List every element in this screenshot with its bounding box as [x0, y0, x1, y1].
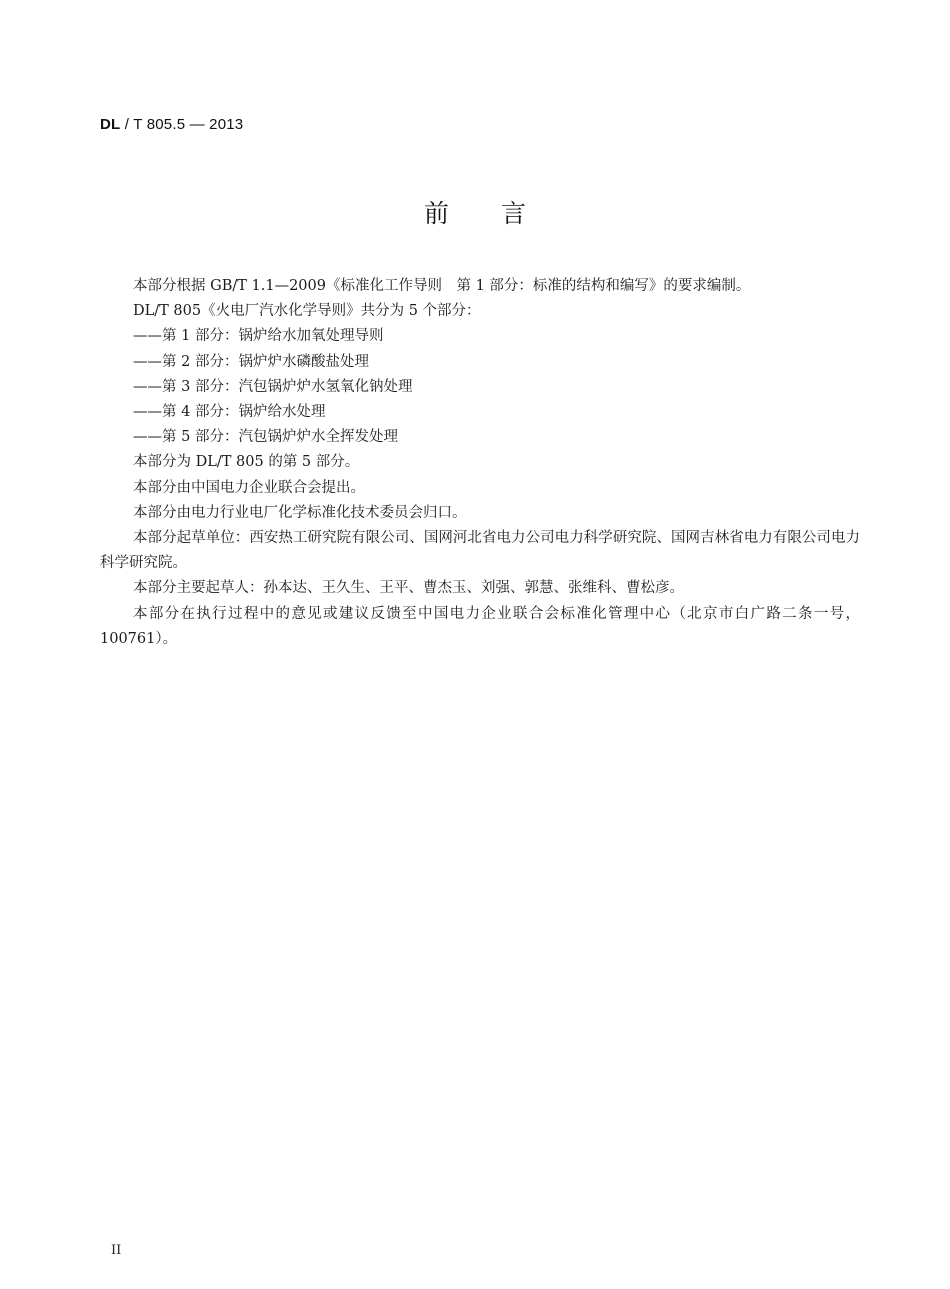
paragraph-drafting-units: 本部分起草单位：西安热工研究院有限公司、国网河北省电力公司电力科学研究院、国网吉林省电力有限公司电力科学研究院。 [100, 530, 860, 572]
document-code-prefix: DL [100, 116, 121, 133]
page-title: 前言 [423, 199, 578, 228]
list-item-part-5: ——第 5 部分：汽包锅炉炉水全挥发处理 [133, 429, 398, 446]
list-item-part-3: ——第 3 部分：汽包锅炉炉水氢氧化钠处理 [133, 378, 413, 395]
foreword-body [100, 274, 860, 652]
list-item-part-4: ——第 4 部分：锅炉给水处理 [133, 404, 326, 421]
document-code-number: / T 805.5 — 2013 [120, 116, 244, 133]
paragraph-basis: 本部分根据 GB/T 1.1—2009《标准化工作导则 第 1 部分：标准的结构和编写》的要求编制。 [133, 278, 751, 294]
paragraph-drafters: 本部分主要起草人：孙本达、王久生、王平、曹杰玉、刘强、郭慧、张维科、曹松彦。 [133, 580, 684, 597]
document-code [100, 116, 243, 133]
paragraph-this-part: 本部分为 DL/T 805 的第 5 部分。 [133, 454, 360, 471]
list-item-part-2: ——第 2 部分：锅炉炉水磷酸盐处理 [133, 353, 369, 370]
paragraph-parts-intro: DL/T 805《火电厂汽水化学导则》共分为 5 个部分： [133, 303, 481, 320]
paragraph-feedback: 本部分在执行过程中的意见或建议反馈至中国电力企业联合会标准化管理中心（北京市白广路二条一号，100761）。 [100, 605, 860, 647]
paragraph-centralized-by: 本部分由电力行业电厂化学标准化技术委员会归口。 [133, 504, 467, 521]
list-item-part-1: ——第 1 部分：锅炉给水加氧处理导则 [133, 328, 384, 345]
page-number: II [111, 1243, 122, 1258]
paragraph-proposed-by: 本部分由中国电力企业联合会提出。 [133, 479, 365, 496]
